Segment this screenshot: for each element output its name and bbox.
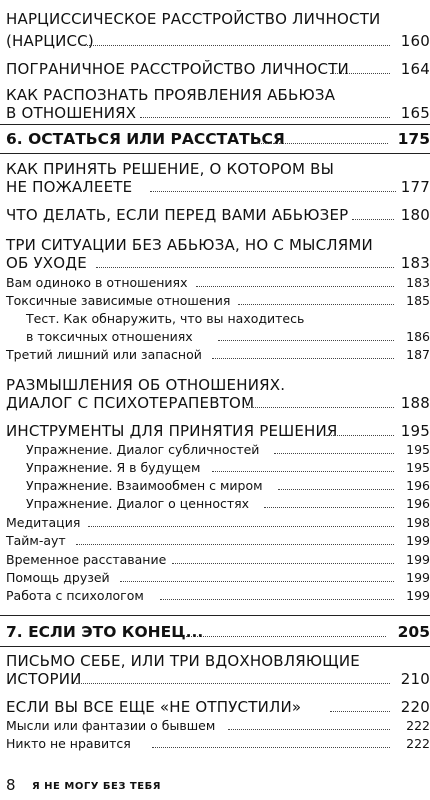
toc-entry-page: 210 <box>400 670 430 688</box>
dot-leader <box>256 143 388 144</box>
toc-entry-page: 177 <box>400 178 430 196</box>
toc-entry-page: 180 <box>400 206 430 224</box>
toc-entry-page: 186 <box>406 329 430 344</box>
toc-entry-title: ИСТОРИИ <box>6 670 82 688</box>
dot-leader <box>186 636 386 637</box>
dot-leader <box>274 453 394 454</box>
toc-entry-title: Тест. Как обнаружить, что вы находитесь <box>26 311 305 326</box>
toc-entry-page: 188 <box>400 394 430 412</box>
toc-entry-page: 160 <box>400 32 430 50</box>
page-number: 8 <box>6 776 16 794</box>
toc-entry-title: НЕ ПОЖАЛЕЕТЕ <box>6 178 133 196</box>
toc-entry-title: ТРИ СИТУАЦИИ БЕЗ АБЬЮЗА, НО С МЫСЛЯМИ <box>6 236 373 254</box>
toc-entry-page: 199 <box>406 533 430 548</box>
toc-entry-page: 187 <box>406 347 430 362</box>
dot-leader <box>120 581 394 582</box>
toc-entry-title: Тайм-аут <box>6 533 66 548</box>
dot-leader <box>76 683 390 684</box>
dot-leader <box>326 435 394 436</box>
toc-entry-title: Упражнение. Диалог о ценностях <box>26 496 250 511</box>
toc-entry-title: ЕСЛИ ВЫ ВСЕ ЕЩЕ «НЕ ОТПУСТИЛИ» <box>6 698 302 716</box>
toc-entry-page: 198 <box>406 515 430 530</box>
toc-entry-title: Временное расставание <box>6 552 167 567</box>
toc-entry-title: Упражнение. Взаимообмен с миром <box>26 478 263 493</box>
toc-entry-title: КАК РАСПОЗНАТЬ ПРОЯВЛЕНИЯ АБЬЮЗА <box>6 86 336 104</box>
toc-entry-title: Работа с психологом <box>6 588 144 603</box>
toc-entry-page: 195 <box>400 422 430 440</box>
divider <box>0 646 430 647</box>
toc-entry-page: 183 <box>400 254 430 272</box>
dot-leader <box>246 407 394 408</box>
toc-entry-title: Никто не нравится <box>6 736 131 751</box>
toc-entry-page: 199 <box>406 570 430 585</box>
toc-entry-title: РАЗМЫШЛЕНИЯ ОБ ОТНОШЕНИЯХ. <box>6 376 286 394</box>
toc-entry-title: КАК ПРИНЯТЬ РЕШЕНИЕ, О КОТОРОМ ВЫ <box>6 160 335 178</box>
divider <box>0 153 430 154</box>
toc-entry-title: ДИАЛОГ С ПСИХОТЕРАПЕВТОМ <box>6 394 255 412</box>
toc-entry-title: Токсичные зависимые отношения <box>6 293 231 308</box>
toc-entry-title: НАРЦИССИЧЕСКОЕ РАССТРОЙСТВО ЛИЧНОСТИ <box>6 10 381 28</box>
toc-entry-title: Вам одиноко в отношениях <box>6 275 188 290</box>
dot-leader <box>96 267 394 268</box>
toc-entry-title: ОБ УХОДЕ <box>6 254 87 272</box>
toc-entry-page: 205 <box>397 623 430 641</box>
divider <box>0 615 430 616</box>
toc-entry-title: ИНСТРУМЕНТЫ ДЛЯ ПРИНЯТИЯ РЕШЕНИЯ <box>6 422 338 440</box>
toc-entry-page: 165 <box>400 104 430 122</box>
dot-leader <box>218 340 394 341</box>
dot-leader <box>264 507 394 508</box>
toc-entry-page: 199 <box>406 552 430 567</box>
toc-entry-page: 195 <box>406 460 430 475</box>
toc-entry-title: Помощь друзей <box>6 570 110 585</box>
toc-entry-page: 175 <box>397 130 430 148</box>
toc-entry-page: 195 <box>406 442 430 457</box>
toc-entry-page: 183 <box>406 275 430 290</box>
dot-leader <box>140 117 390 118</box>
dot-leader <box>330 711 390 712</box>
toc-entry-title: Третий лишний или запасной <box>6 347 202 362</box>
toc-entry-title: в токсичных отношениях <box>26 329 193 344</box>
toc-entry-title: В ОТНОШЕНИЯХ <box>6 104 137 122</box>
dot-leader <box>76 544 394 545</box>
divider <box>0 124 430 125</box>
dot-leader <box>212 471 394 472</box>
dot-leader <box>150 191 396 192</box>
toc-entry-title: ПОГРАНИЧНОЕ РАССТРОЙСТВО ЛИЧНОСТИ <box>6 60 349 78</box>
dot-leader <box>278 489 394 490</box>
toc-entry-page: 199 <box>406 588 430 603</box>
dot-leader <box>212 358 394 359</box>
toc-entry-page: 196 <box>406 496 430 511</box>
toc-entry-title: Упражнение. Я в будущем <box>26 460 201 475</box>
toc-entry-title: 7. ЕСЛИ ЭТО КОНЕЦ... <box>6 623 204 641</box>
dot-leader <box>228 729 390 730</box>
toc-entry-page: 196 <box>406 478 430 493</box>
toc-entry-title: Упражнение. Диалог субличностей <box>26 442 260 457</box>
dot-leader <box>152 747 390 748</box>
dot-leader <box>330 73 390 74</box>
toc-entry-page: 222 <box>406 718 430 733</box>
dot-leader <box>160 599 394 600</box>
toc-entry-title: 6. ОСТАТЬСЯ ИЛИ РАССТАТЬСЯ <box>6 130 285 148</box>
dot-leader <box>238 304 394 305</box>
toc-entry-page: 222 <box>406 736 430 751</box>
dot-leader <box>172 563 394 564</box>
toc-entry-page: 185 <box>406 293 430 308</box>
toc-entry-page: 220 <box>400 698 430 716</box>
toc-entry-title: Медитация <box>6 515 81 530</box>
toc-entry-title: ЧТО ДЕЛАТЬ, ЕСЛИ ПЕРЕД ВАМИ АБЬЮЗЕР <box>6 206 349 224</box>
toc-entry-title: Мысли или фантазии о бывшем <box>6 718 216 733</box>
dot-leader <box>82 45 390 46</box>
toc-entry-title: (НАРЦИСС) <box>6 32 94 50</box>
dot-leader <box>88 526 394 527</box>
toc-entry-title: ПИСЬМО СЕБЕ, ИЛИ ТРИ ВДОХНОВЛЯЮЩИЕ <box>6 652 360 670</box>
toc-entry-page: 164 <box>400 60 430 78</box>
dot-leader <box>196 286 394 287</box>
dot-leader <box>352 219 394 220</box>
running-title: Я НЕ МОГУ БЕЗ ТЕБЯ <box>32 781 161 792</box>
